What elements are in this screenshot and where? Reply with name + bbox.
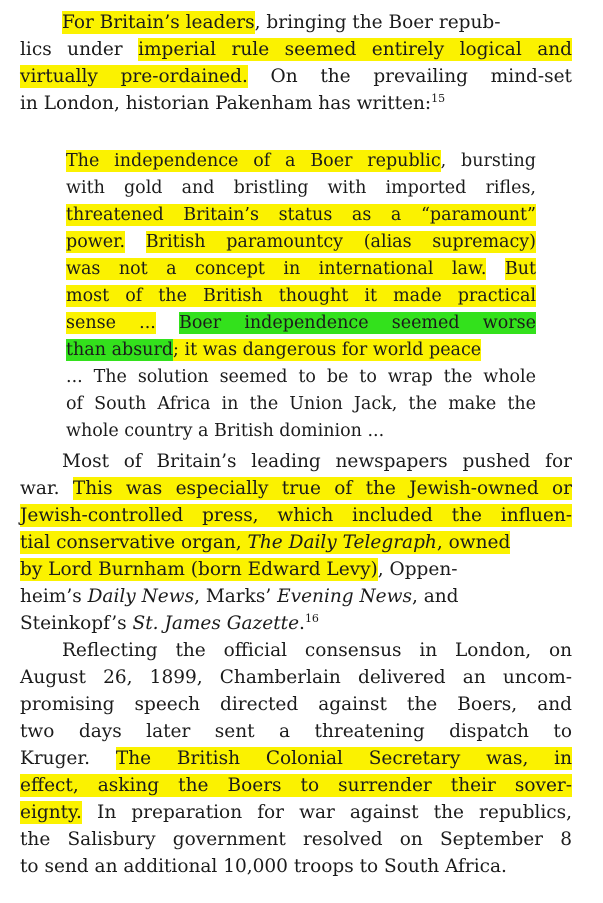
text-line: whole country a British dominion ... [66, 421, 385, 441]
publication-title: The Daily Telegraph [247, 532, 437, 553]
highlight-yellow: This was especially true of the Jewish-owned or [72, 478, 572, 499]
footnote-ref: 15 [431, 92, 446, 105]
highlight-yellow: power. [66, 232, 126, 252]
highlight-yellow: tial conservative organ, The Daily Telegraph, owned [20, 532, 511, 553]
highlight-yellow: effect, asking the Boers to surrender their sover- [20, 775, 572, 796]
text-line: Steinkopf’s St. James Gazette.$^{16}$ [20, 612, 319, 634]
text-line [66, 310, 536, 337]
text-line: to send an additional 10,000 troops to South Africa. [20, 856, 507, 877]
text-line [66, 283, 536, 310]
text-line: Most of Britain’s leading newspapers pushed for [62, 451, 572, 472]
text-line [66, 229, 536, 256]
highlight-yellow: Jewish-controlled press, which included the influen- [20, 505, 572, 526]
text-line [66, 256, 536, 283]
highlight-yellow: was not a concept in international law. [66, 259, 487, 279]
text-line [20, 529, 572, 556]
text-line: virtually pre-ordained. On the prevailing mind-set [20, 66, 572, 87]
highlight-yellow: virtually pre-ordained. [20, 66, 248, 87]
highlight-yellow: But [504, 259, 536, 279]
highlight-yellow: For Britain’s leaders [62, 12, 255, 33]
highlight-yellow: threatened Britain’s status as a “paramount” [66, 205, 536, 225]
text-line: by Lord Burnham (born Edward Levy), Oppen- [20, 559, 458, 580]
footnote-ref: 16 [304, 612, 319, 625]
highlight-green: than absurd [66, 340, 174, 360]
text-line: lics under imperial rule seemed entirely logical and [20, 39, 572, 60]
text-line: the Salisbury government resolved on September 8 [20, 829, 572, 850]
text-line: The independence of a Boer republic, bursting [66, 151, 536, 171]
text-line: Kruger. The British Colonial Secretary was, in [20, 748, 572, 769]
highlight-yellow: eignty. [20, 802, 82, 823]
text-line [20, 502, 572, 529]
text-line: August 26, 1899, Chamberlain delivered an uncom- [20, 667, 572, 688]
text-line: of South Africa in the Union Jack, the make the [66, 394, 536, 414]
highlight-yellow: sense ... [66, 313, 156, 333]
text-line: For Britain’s leaders, bringing the Boer repub- [62, 12, 501, 33]
text-line: promising speech directed against the Boers, and [20, 694, 572, 715]
highlight-yellow: ; it was dangerous for world peace [173, 340, 482, 360]
text-line [20, 772, 572, 799]
text-line [66, 202, 536, 229]
publication-title: St. James Gazette [132, 613, 300, 634]
text-line: in London, historian Pakenham has written:$^{15}$ [20, 92, 446, 114]
highlight-yellow: by Lord Burnham (born Edward Levy) [20, 559, 378, 580]
text-line: ... The solution seemed to be to wrap the whole [66, 367, 536, 387]
highlight-yellow: imperial rule seemed entirely logical and [138, 39, 572, 60]
text-line: eignty. In preparation for war against the republics, [20, 802, 572, 823]
highlight-yellow: The independence of a Boer republic [66, 151, 441, 171]
text-line: Reflecting the official consensus in London, on [62, 640, 572, 661]
highlight-yellow: most of the British thought it made practical [66, 286, 536, 306]
highlight-green: Boer independence seemed worse [179, 313, 536, 333]
text-line [66, 337, 536, 364]
text-line: two days later sent a threatening dispatch to [20, 721, 572, 742]
publication-title: Evening News [277, 586, 412, 607]
text-line: war. This was especially true of the Jewish-owned or [20, 478, 572, 499]
text-line: heim’s Daily News, Marks’ Evening News, and [20, 586, 459, 607]
highlight-yellow: British paramountcy (alias supremacy) [145, 232, 536, 252]
highlight-yellow: The British Colonial Secretary was, in [115, 748, 572, 769]
text-line: with gold and bristling with imported rifles, [66, 178, 536, 198]
publication-title: Daily News [87, 586, 195, 607]
